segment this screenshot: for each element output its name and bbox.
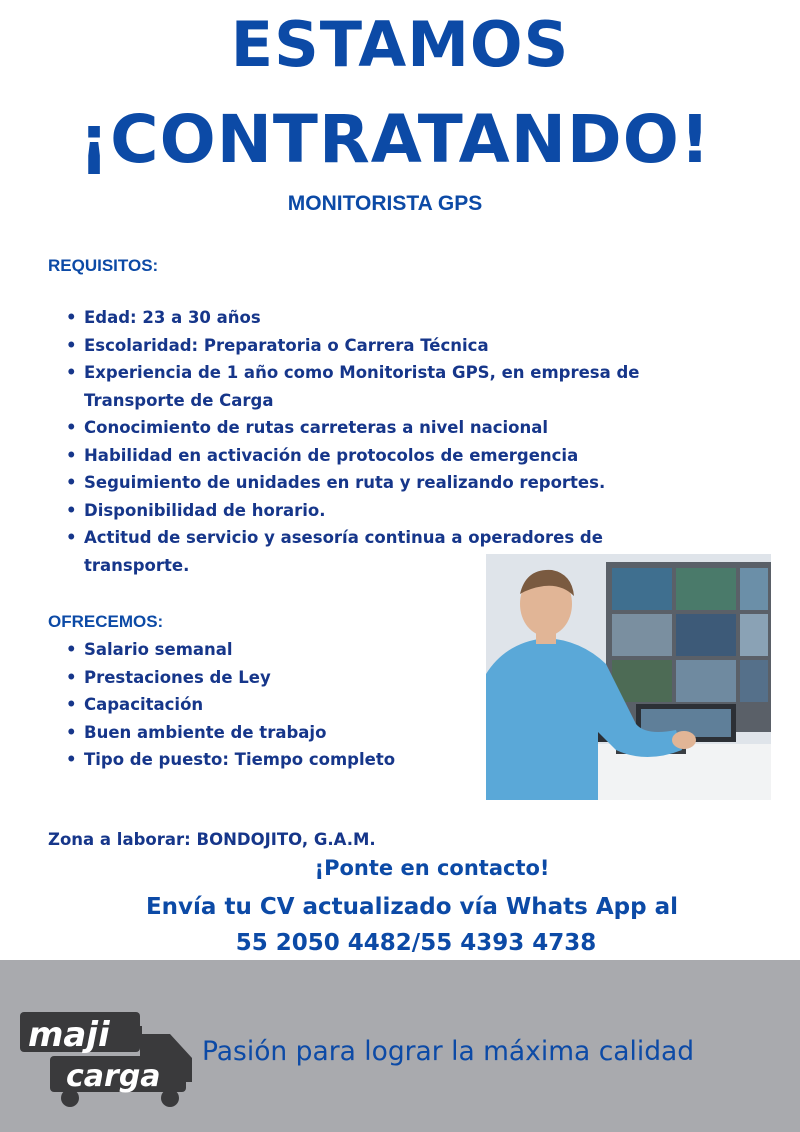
list-item: • Buen ambiente de trabajo (66, 719, 486, 747)
offer-label: OFRECEMOS: (48, 612, 164, 631)
contact-heading: ¡Ponte en contacto! (314, 856, 550, 880)
heading-contratando: ¡CONTRATANDO! (79, 101, 711, 178)
logo-text-top: maji (28, 1015, 110, 1055)
requirements-label: REQUISITOS: (48, 256, 159, 275)
requirements-list (66, 304, 716, 579)
list-item: • Experiencia de 1 año como Monitorista GPS, en empresa de Transporte de Carga (66, 359, 704, 414)
slogan: Pasión para lograr la máxima calidad (202, 1036, 695, 1067)
job-title: MONITORISTA GPS (287, 192, 483, 215)
operator-monitoring-gps-screens-image (486, 554, 771, 800)
list-item: • Escolaridad: Preparatoria o Carrera Técnica (66, 332, 716, 360)
contact-instructions: Envía tu CV actualizado vía Whats App al (145, 894, 679, 920)
list-item: • Prestaciones de Ley (66, 664, 486, 692)
list-item: • Capacitación (66, 691, 486, 719)
list-item: • Conocimiento de rutas carreteras a nivel nacional (66, 414, 716, 442)
list-item: • Actitud de servicio y asesoría continua a operadores de transporte. (66, 524, 704, 579)
list-item: • Edad: 23 a 30 años (66, 304, 716, 332)
contact-phones: 55 2050 4482/55 4393 4738 (235, 930, 597, 956)
offer-list (66, 636, 486, 774)
list-item: • Disponibilidad de horario. (66, 497, 716, 525)
logo-text-bottom: carga (66, 1059, 161, 1094)
heading-estamos: ESTAMOS (230, 8, 570, 81)
work-zone: Zona a laborar: BONDOJITO, G.A.M. (48, 830, 376, 849)
list-item: • Seguimiento de unidades en ruta y realizando reportes. (66, 469, 716, 497)
list-item: • Tipo de puesto: Tiempo completo (66, 746, 486, 774)
list-item: • Habilidad en activación de protocolos de emergencia (66, 442, 716, 470)
company-logo (20, 998, 200, 1114)
list-item: • Salario semanal (66, 636, 486, 664)
photo-operator (486, 554, 771, 800)
